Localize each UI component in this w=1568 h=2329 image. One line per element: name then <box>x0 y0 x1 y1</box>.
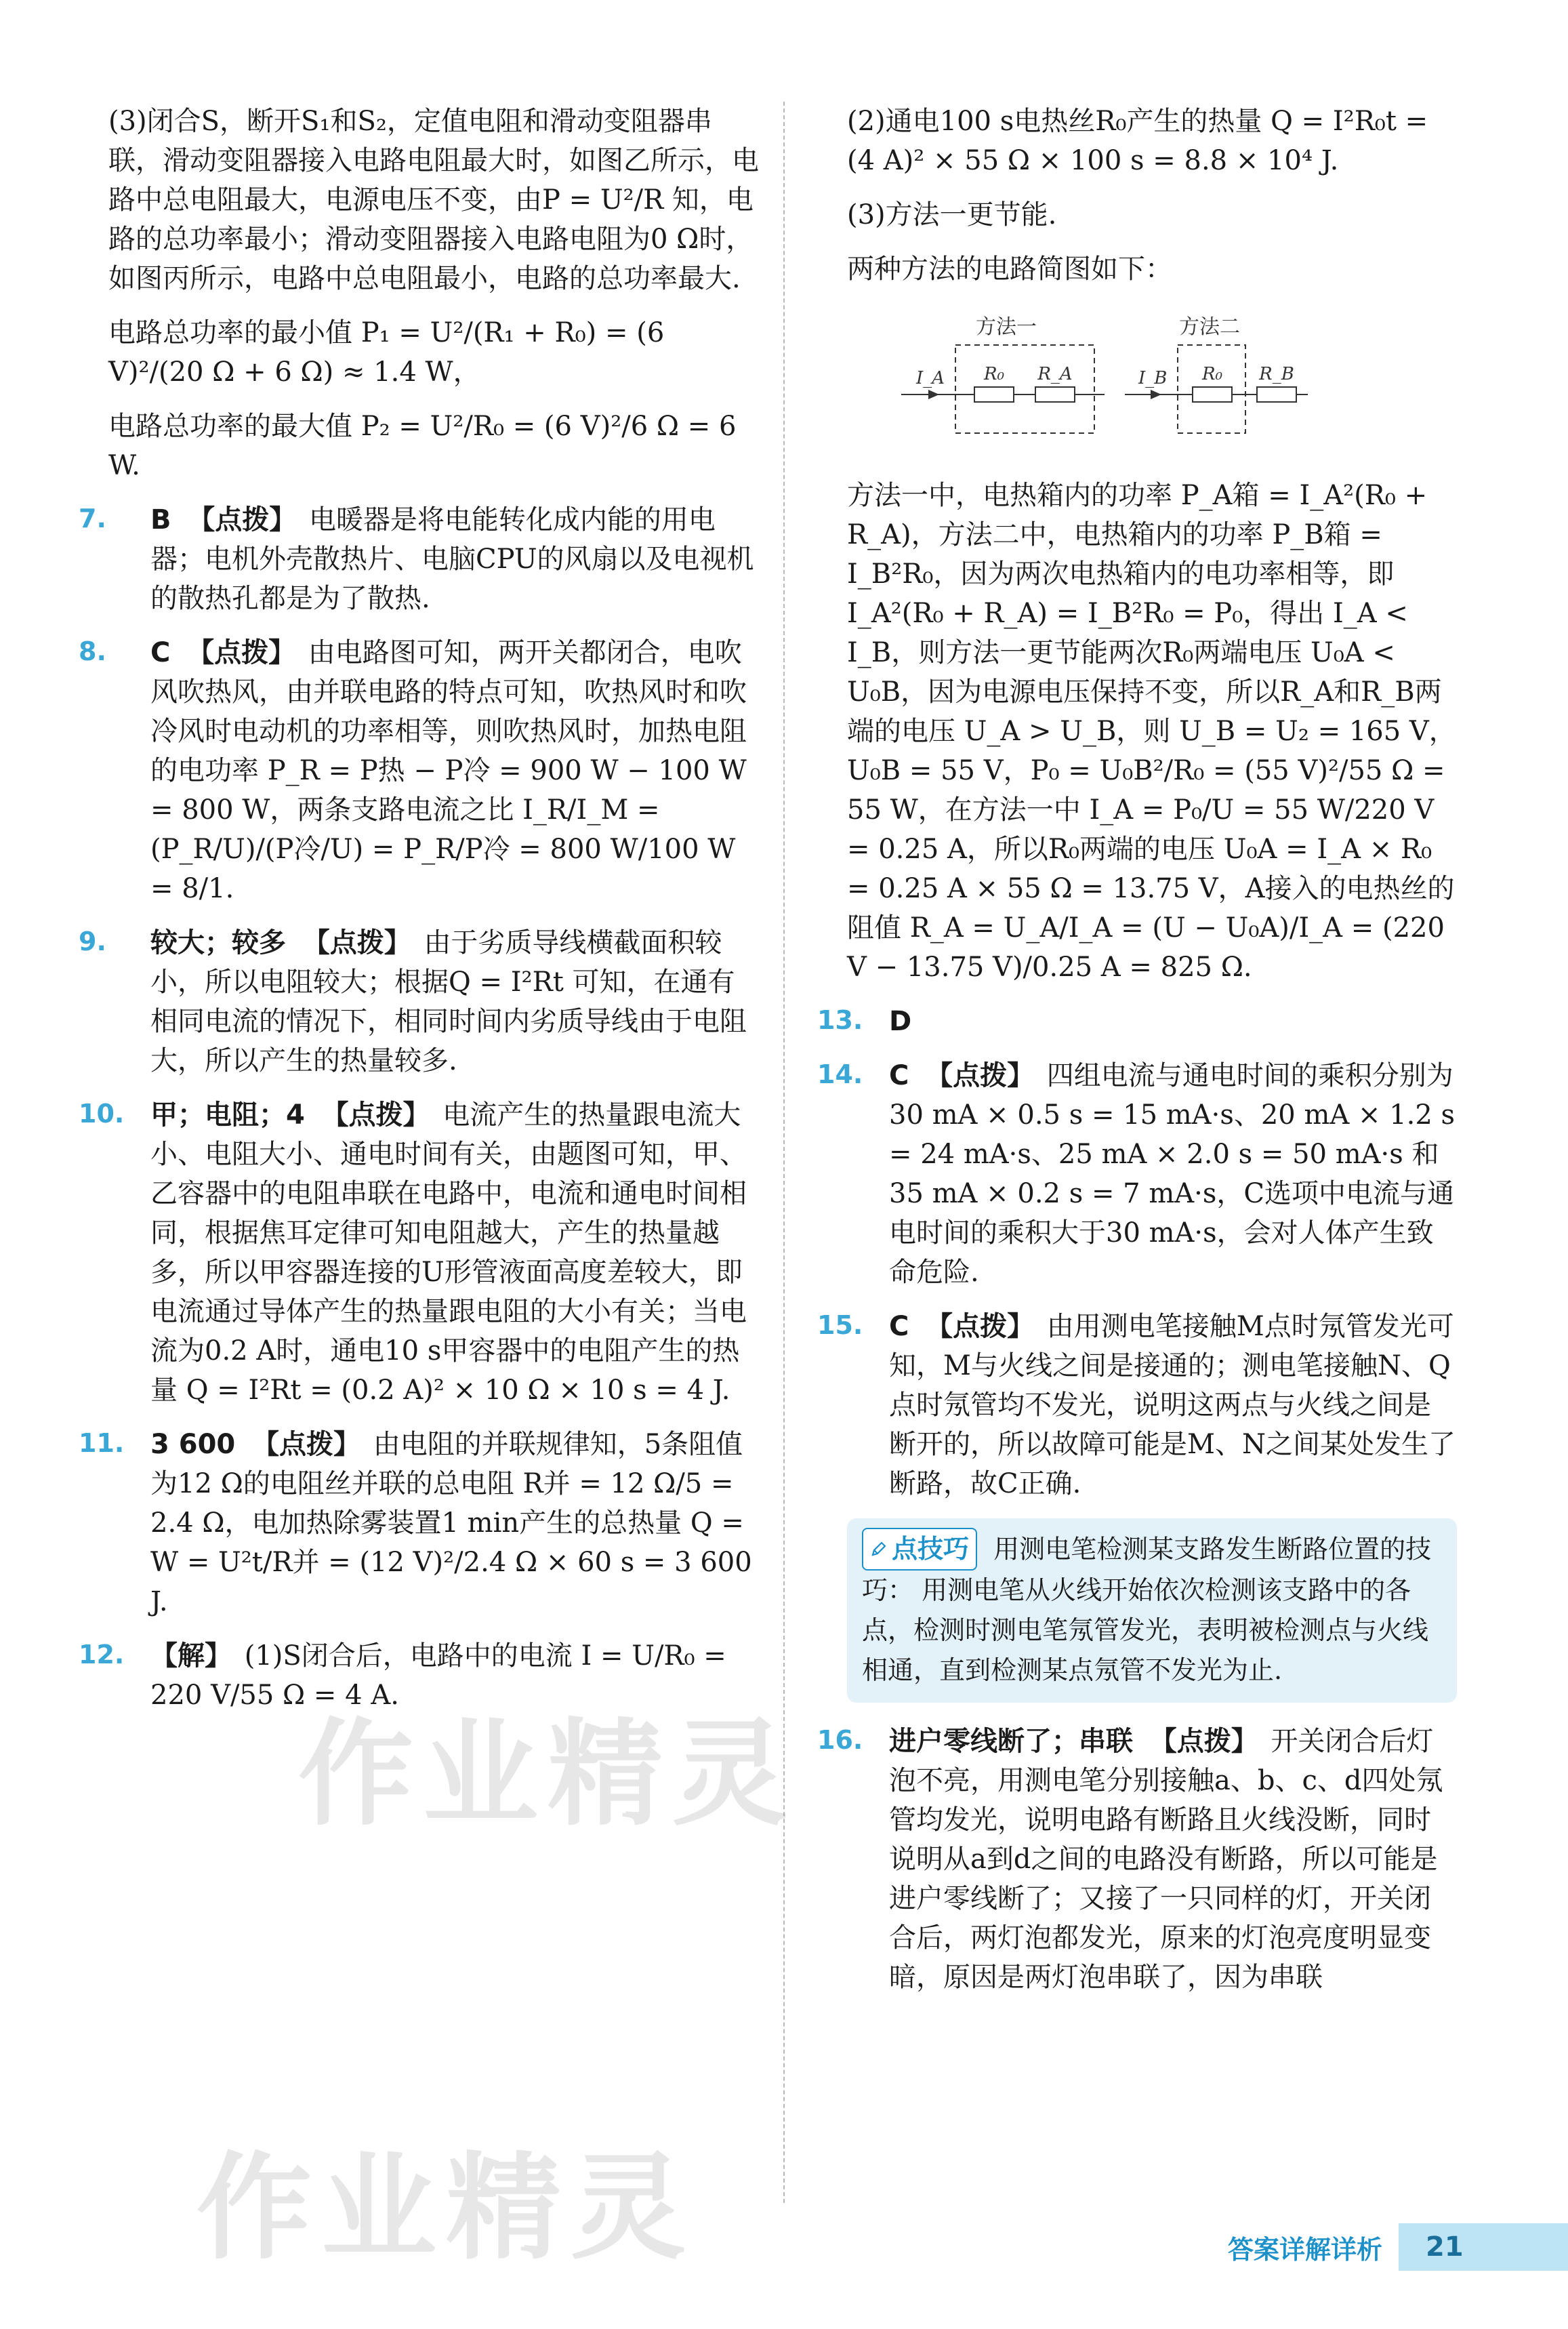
resistor-r0-label-two: R₀ <box>1202 364 1222 384</box>
answer: D <box>889 1006 912 1037</box>
question-9 <box>79 923 759 1080</box>
question-number: 15. <box>817 1310 863 1340</box>
question-16 <box>817 1722 1457 1997</box>
question-number: 16. <box>817 1724 863 1755</box>
resistor-r0-method-two <box>1193 387 1232 402</box>
diagram-intro: 两种方法的电路简图如下： <box>847 254 1172 285</box>
hint-tag: 【点拨】 <box>926 1060 1035 1091</box>
explanation: 由用测电笔接触M点时氖管发光可知，M与火线之间是接通的；测电笔接触N、Q点时氖管均不发光，说明这两点与火线之间是断开的，所以故障可能是M、N之间某处发生了断路，故C正确. <box>889 1311 1456 1499</box>
watermark: 作业精灵 <box>298 1707 798 1842</box>
circuit-diagram <box>901 308 1308 450</box>
question-11 <box>79 1425 759 1621</box>
hint-tag: 【点拨】 <box>251 1429 360 1460</box>
hint-tag: 【点拨】 <box>321 1099 430 1131</box>
resistor-ra-label: R_A <box>1037 364 1073 384</box>
explanation: 电暖器是将电能转化成内能的用电器；电机外壳散热片、电脑CPU的风扇以及电视机的散热孔都是为了散热. <box>150 504 754 614</box>
resistor-r0-label-one: R₀ <box>984 364 1004 384</box>
q6-max-power: 电路总功率的最大值 P₂ = U²/R₀ = (6 V)²/6 Ω = 6 W. <box>108 411 737 481</box>
question-number: 14. <box>817 1059 863 1089</box>
explanation: 开关闭合后灯泡不亮，用测电笔分别接触a、b、c、d四处氖管均发光，说明电路有断路且火线没断，同时说明从a到d之间的电路没有断路，所以可能是进户零线断了；又接了一只同样的灯，开关闭合后，两灯泡都发光，原来的灯泡亮度明显变暗，原因是两灯泡串联了，因为串联 <box>889 1725 1443 1993</box>
answer: 进户零线断了；串联 <box>889 1725 1133 1757</box>
current-arrow-b <box>1151 390 1161 399</box>
answer: 3 600 <box>150 1429 236 1460</box>
question-7 <box>79 500 759 618</box>
page-footer <box>1228 2223 1568 2271</box>
pencil-icon <box>870 1540 888 1558</box>
tip-text: 用测电笔从火线开始依次检测该支路中的各点，检测时测电笔氖管发光，表明被检测点与火线相通，直到检测某点氖管不发光为止. <box>862 1575 1429 1685</box>
answer: 甲；电阻；4 <box>150 1099 305 1131</box>
explanation: 由电路图可知，两开关都闭合，电吹风吹热风，由并联电路的特点可知，吹热风时和吹冷风时电动机的功率相等，则吹热风时，加热电阻的电功率 P_R = P热 − P冷 = 900 W − 100 W = 800 W，两条支路电流之比 I_R/I_M = (P_R/U)/(P冷/U) = P_R/P冷 = 800 W/100 W = 8/1. <box>150 637 747 904</box>
explanation: 由电阻的并联规律知，5条阻值为12 Ω的电阻丝并联的总电阻 R并 = 12 Ω/5 = 2.4 Ω，电加热除雾装置1 min产生的总热量 Q = W = U²t/R并 = (12 V)²/2.4 Ω × 60 s = 3 600 J. <box>150 1429 752 1617</box>
tip-label <box>862 1528 977 1571</box>
question-13 <box>817 1002 1457 1041</box>
solution-tag: 【解】 <box>150 1640 232 1672</box>
right-column <box>817 102 1457 2012</box>
question-number: 12. <box>79 1640 125 1669</box>
resistor-rb-label: R_B <box>1259 364 1294 384</box>
power-calculation: 方法一中，电热箱内的功率 P_A箱 = I_A²(R₀ + R_A)，方法二中，电热箱内的功率 P_B箱 = I_B²R₀，因为两次电热箱内的电功率相等，即 I_A²(R₀ + R_A) = I_B²R₀ = P₀，得出 I_A < I_B，则方法一更节能两次R₀两端电压 U₀A < U₀B，因为电源电压保持不变，所以R_A和R_B两端的电压 U_A > U_B，则 U_B = U₂ = 165 V，U₀B = 55 V，P₀ = U₀B²/R₀ = (55 V)²/55 Ω = 55 W，在方法一中 I_A = P₀/U = 55 W/220 V = 0.25 A，所以R₀两端的电压 U₀A = I_A × R₀ = 0.25 A × 55 Ω = 13.75 V，A接入的电热丝的阻值 R_A = U_A/I_A = (U − U₀A)/I_A = (220 V − 13.75 V)/0.25 A = 825 Ω. <box>847 480 1456 983</box>
question-number: 13. <box>817 1005 863 1035</box>
question-10 <box>79 1095 759 1410</box>
question-number: 10. <box>79 1099 125 1129</box>
resistor-r0-method-one <box>974 387 1014 402</box>
q6-part3-text: (3)闭合S，断开S₁和S₂，定值电阻和滑动变阻器串联，滑动变阻器接入电路电阻最大时，如图乙所示，电路中总电阻最大，电源电压不变，由P = U²/R 知，电路的总功率最小；滑动变阻器接入电路电阻为0 Ω时，如图丙所示，电路中总电阻最小，电路的总功率最大. <box>108 106 759 294</box>
question-number: 11. <box>79 1428 125 1458</box>
hint-tag: 【点拨】 <box>187 637 296 668</box>
question-number: 7. <box>79 504 106 533</box>
current-label-a: I_A <box>916 368 945 388</box>
method-one-title: 方法一 <box>976 315 1037 339</box>
explanation: 电流产生的热量跟电流大小、电阻大小、通电时间有关，由题图可知，甲、乙容器中的电阻串联在电路中，电流和通电时间相同，根据焦耳定律可知电阻越大，产生的热量越多，所以甲容器连接的U形管液面高度差较大，即电流通过导体产生的热量跟电阻的大小有关；当电流为0.2 A时，通电10 s甲容器中的电阻产生的热量 Q = I²Rt = (0.2 A)² × 10 Ω × 10 s = 4 J. <box>150 1099 747 1406</box>
explanation: 由于劣质导线横截面积较小，所以电阻较大；根据Q = I²Rt 可知，在通有相同电流的情况下，相同时间内劣质导线由于电阻大，所以产生的热量较多. <box>150 927 747 1076</box>
watermark: 作业精灵 <box>197 2141 696 2275</box>
tip-title: 用测电笔检测某支路发生断路位置的技巧： <box>862 1534 1432 1605</box>
question-15 <box>817 1307 1457 1503</box>
hint-tag: 【点拨】 <box>1149 1725 1258 1757</box>
resistor-ra <box>1035 387 1075 402</box>
question-14 <box>817 1056 1457 1292</box>
footer-label: 答案详解详析 <box>1227 2234 1382 2265</box>
tip-label-text: 点技巧 <box>892 1534 970 1564</box>
answer: C <box>150 637 171 668</box>
tip-box <box>847 1518 1457 1703</box>
q6-min-power: 电路总功率的最小值 P₁ = U²/(R₁ + R₀) = (6 V)²/(20 Ω + 6 Ω) ≈ 1.4 W， <box>108 317 665 388</box>
explanation: (1)S闭合后，电路中的电流 I = U/R₀ = 220 V/55 Ω = 4 A. <box>150 1640 726 1711</box>
hint-tag: 【点拨】 <box>302 927 411 958</box>
method-two-title: 方法二 <box>1179 315 1240 339</box>
hint-tag: 【点拨】 <box>926 1311 1035 1342</box>
column-divider <box>783 102 785 2203</box>
hint-tag: 【点拨】 <box>188 504 297 535</box>
page-number: 21 <box>1399 2223 1568 2271</box>
q12-part2-text: (2)通电100 s电热丝R₀产生的热量 Q = I²R₀t = (4 A)² × 55 Ω × 100 s = 8.8 × 10⁴ J. <box>847 106 1428 176</box>
left-column <box>79 102 759 1730</box>
resistor-rb <box>1257 387 1296 402</box>
question-number: 9. <box>79 927 106 956</box>
answer: 较大；较多 <box>150 927 286 958</box>
question-8 <box>79 633 759 908</box>
current-arrow-a <box>928 390 939 399</box>
current-label-b: I_B <box>1138 368 1168 388</box>
answer: C <box>889 1311 909 1342</box>
question-number: 8. <box>79 636 106 666</box>
explanation: 四组电流与通电时间的乘积分别为 30 mA × 0.5 s = 15 mA·s、20 mA × 1.2 s = 24 mA·s、25 mA × 2.0 s = 50 mA·s 和 35 mA × 0.2 s = 7 mA·s，C选项中电流与通电时间的乘积大于30 mA·s，会对人体产生致命危险. <box>889 1060 1456 1288</box>
answer: B <box>150 504 171 535</box>
q12-part3-text: (3)方法一更节能. <box>847 199 1057 230</box>
answer: C <box>889 1060 909 1091</box>
